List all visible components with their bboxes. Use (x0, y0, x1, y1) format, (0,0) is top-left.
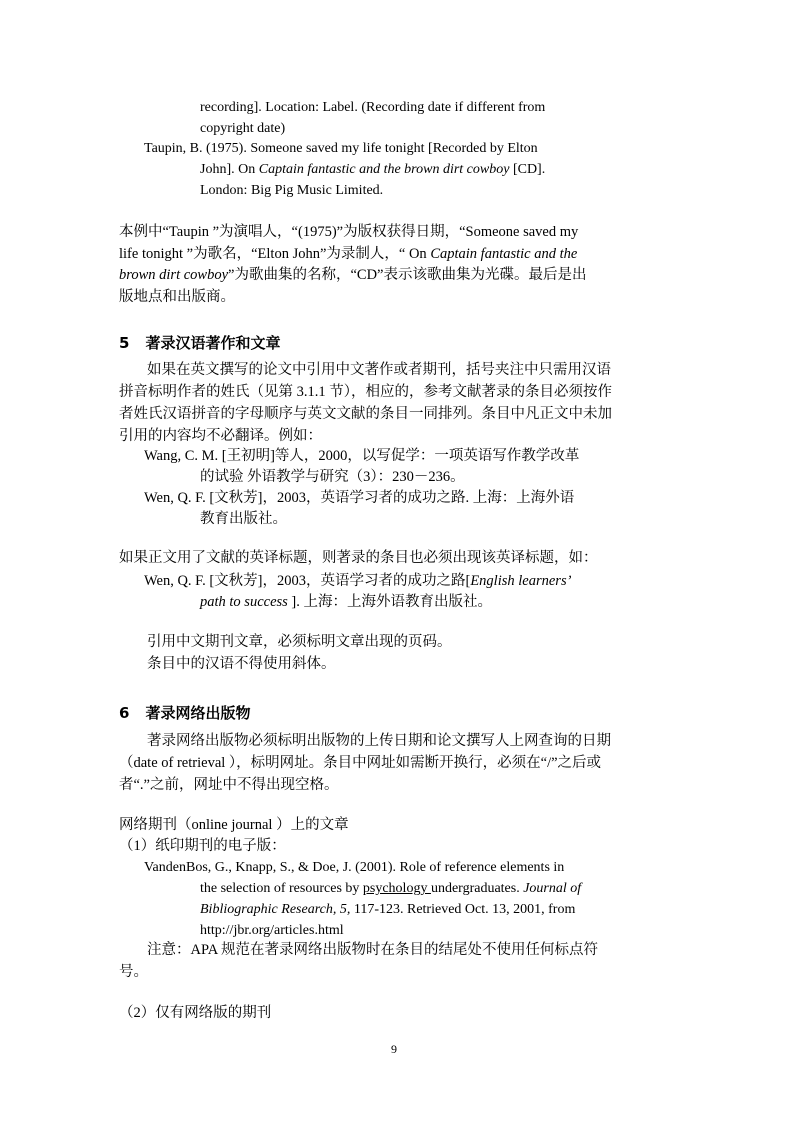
ref-example-line: John]. On Captain fantastic and the brown dirt cowboy [CD]. (200, 162, 546, 177)
subheading: （1）纸印期刊的电子版： (119, 838, 286, 854)
ref-format-line: recording]. Location: Label. (Recording date if different from (200, 100, 546, 115)
note-line: 引用中文期刊文章，必须标明文章出现的页码。 (147, 634, 452, 650)
paragraph-line: 著录网络出版物必须标明出版物的上传日期和论文撰写人上网查询的日期 (147, 733, 611, 749)
ref-example-line: London: Big Pig Music Limited. (200, 183, 384, 198)
section-6-heading: 6 著录网络出版物 (119, 704, 251, 722)
subheading: （2）仅有网络版的期刊 (119, 1005, 272, 1021)
example-line: 的试验 外语教学与研究（3）：230－236。 (200, 469, 465, 485)
paragraph-line: （date of retrieval ），标明网址。条目中网址如需断开换行，必须在“/”之后或 (119, 755, 602, 771)
example-line: Wang, C. M. [王初明]等人，2000，以写促学：一项英语写作教学改革 (144, 448, 580, 464)
explanation-line: 本例中“Taupin ”为演唱人，“(1975)”为版权获得日期，“Someone saved my (119, 224, 579, 240)
journal-heading: 网络期刊（online journal ）上的文章 (119, 817, 349, 833)
paragraph-line: 引用的内容均不必翻译。例如： (119, 428, 322, 444)
explanation-line: life tonight ”为歌名，“Elton John”为录制人，“ On Captain fantastic and the (119, 246, 578, 262)
ref-url: http://jbr.org/articles.html (200, 923, 344, 938)
paragraph-line: 如果正文用了文献的英译标题，则著录的条目也必须出现该英译标题，如： (119, 550, 598, 566)
page-number: 9 (391, 1042, 397, 1056)
ref-example-line: Bibliographic Research, 5, 117-123. Retrieved Oct. 13, 2001, from (200, 902, 576, 917)
ref-example-line: VandenBos, G., Knapp, S., & Doe, J. (2001). Role of reference elements in (144, 860, 565, 875)
ref-example-line: the selection of resources by psychology undergraduates. Journal of (200, 881, 582, 896)
explanation-line: 版地点和出版商。 (119, 289, 235, 305)
paragraph-line: 者“.”之前，网址中不得出现空格。 (119, 777, 339, 793)
paragraph-line: 如果在英文撰写的论文中引用中文著作或者期刊，括号夹注中只需用汉语 (147, 362, 611, 378)
paragraph-line: 者姓氏汉语拼音的字母顺序与英文文献的条目一同排列。条目中凡正文中未加 (119, 406, 612, 422)
example-line: path to success ]. 上海：上海外语教育出版社。 (200, 594, 492, 610)
ref-format-line: copyright date) (200, 121, 286, 136)
section-5-heading: 5 著录汉语著作和文章 (119, 334, 281, 352)
note-line: 条目中的汉语不得使用斜体。 (147, 656, 336, 672)
paragraph-line: 拼音标明作者的姓氏（见第 3.1.1 节），相应的，参考文献著录的条目必须按作 (119, 384, 612, 400)
example-line: 教育出版社。 (200, 511, 287, 527)
explanation-line: brown dirt cowboy”为歌曲集的名称，“CD”表示该歌曲集为光碟。最后是出 (119, 267, 587, 283)
example-line: Wen, Q. F. [文秋芳]，2003，英语学习者的成功之路. 上海：上海外语 (144, 490, 575, 506)
note-line: 号。 (119, 964, 148, 980)
note-line: 注意：APA 规范在著录网络出版物时在条目的结尾处不使用任何标点符 (147, 942, 598, 958)
example-line: Wen, Q. F. [文秋芳]，2003，英语学习者的成功之路[English learners’ (144, 573, 572, 589)
ref-example-line: Taupin, B. (1975). Someone saved my life tonight [Recorded by Elton (144, 141, 538, 156)
